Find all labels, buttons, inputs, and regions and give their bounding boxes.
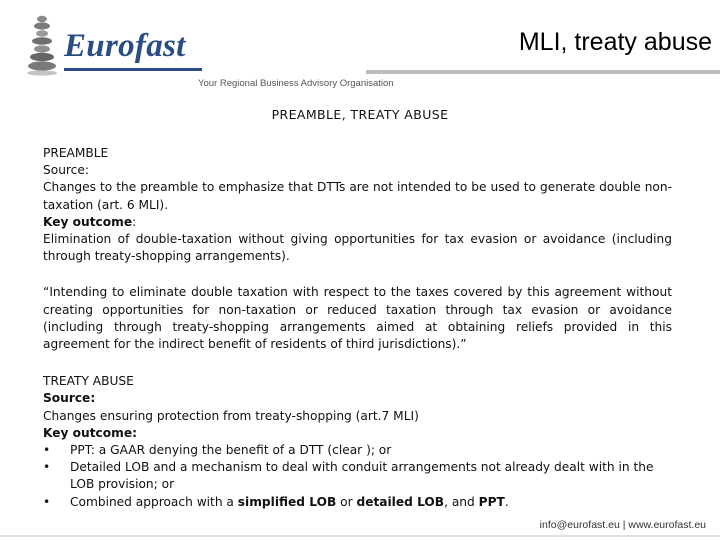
preamble-source-label: Source <box>43 163 85 178</box>
preamble-outcome-label: Key outcome <box>43 214 133 229</box>
stacked-stones-icon <box>26 14 58 76</box>
bullet-icon: • <box>43 443 51 458</box>
list-item <box>43 442 672 459</box>
brand-tagline: Your Regional Business Advisory Organisation <box>198 78 394 89</box>
footer-divider <box>0 535 720 537</box>
preamble-outcome-line: Key outcome: <box>43 214 137 229</box>
bullet-icon: • <box>43 494 51 509</box>
list-item-text: PPT: a GAAR denying the benefit of a DTT (clear ); or <box>70 443 392 458</box>
ppt-term: PPT <box>478 494 505 509</box>
list-item <box>43 494 672 511</box>
footer-website: www.eurofast.eu <box>628 519 706 531</box>
footer-email: info@eurofast.eu <box>539 519 620 531</box>
treaty-abuse-source-text: Changes ensuring protection from treaty-shopping (art.7 MLI) <box>43 408 419 423</box>
preamble-outcome-text: Elimination of double-taxation without giving opportunities for tax evasion or avoidance (including through treaty-shopping arrangements). <box>43 232 672 264</box>
list-item-text: Combined approach with a <box>70 494 238 509</box>
slide-content <box>43 145 672 511</box>
brand-underline <box>64 68 202 71</box>
treaty-abuse-outcome-label: Key outcome: <box>43 425 137 440</box>
spacer <box>43 353 672 373</box>
treaty-abuse-source-label: Source: <box>43 391 96 406</box>
page-title: MLI, treaty abuse <box>518 28 712 56</box>
brand-name: Eurofast <box>64 28 186 64</box>
preamble-quote: “Intending to eliminate double taxation with respect to the taxes covered by this agreement without creating opportunities for non-taxation or reduced taxation through tax evasion or avoidance (including through treaty-shopping arrangements aimed at obtaining reliefs provided in this agreement for the indirect benefit of residents of third jurisdictions).” <box>43 285 672 352</box>
list-item-text: or <box>336 494 357 509</box>
footer-contact <box>540 519 706 531</box>
outcome-list <box>43 442 672 511</box>
header-divider <box>366 70 720 74</box>
logo <box>26 14 394 89</box>
footer-separator: | <box>622 519 626 531</box>
preamble-heading: PREAMBLE <box>43 146 109 160</box>
preamble-source-text: Changes to the preamble to emphasize that DTTs are not intended to be used to generate double non-taxation (art. 6 MLI). <box>43 180 672 212</box>
list-item-text: . <box>504 494 509 509</box>
list-item <box>43 459 672 493</box>
section-heading: PREAMBLE, TREATY ABUSE <box>271 107 449 122</box>
bullet-icon: • <box>43 460 51 475</box>
list-item-text: , and <box>444 494 479 509</box>
simplified-lob-term: simplified LOB <box>237 494 337 509</box>
treaty-abuse-heading: TREATY ABUSE <box>43 374 134 389</box>
list-item-text: Detailed LOB and a mechanism to deal with conduit arrangements not already dealt with in the LOB provision; or <box>70 460 654 492</box>
detailed-lob-term: detailed LOB <box>356 494 445 509</box>
spacer <box>43 265 672 284</box>
preamble-source-line: Source: <box>43 163 89 178</box>
